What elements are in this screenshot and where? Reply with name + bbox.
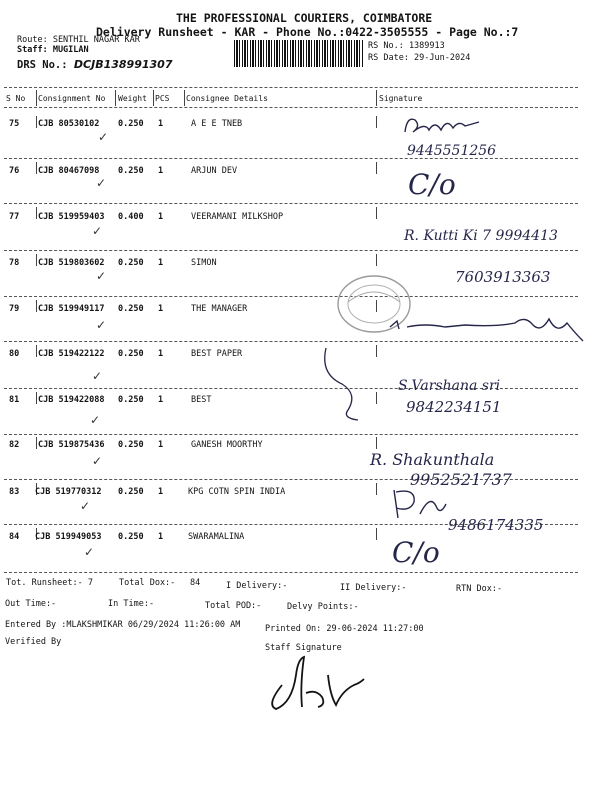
row-78-consignment: CJB 519803602 <box>38 258 105 268</box>
delvy-points: Delvy Points:- <box>287 602 359 612</box>
drs-value: DCJB138991307 <box>73 58 173 71</box>
rs-date: RS Date: 29-Jun-2024 <box>368 53 471 63</box>
row-75-consignment: CJB 80530102 <box>38 119 100 129</box>
row-83-tick: ✓ <box>80 499 91 513</box>
row-75-sno: 75 <box>9 119 20 129</box>
drs-number <box>17 58 172 71</box>
row-82-consignee: GANESH MOORTHY <box>191 440 263 450</box>
row-82-sno: 82 <box>9 440 20 450</box>
row-76-consignee: ARJUN DEV <box>191 166 238 176</box>
row-81-consignee: BEST <box>191 395 212 405</box>
row-84-weight: 0.250 <box>118 532 144 542</box>
row-77-sno: 77 <box>9 212 20 222</box>
signature-75 <box>395 110 485 142</box>
row-75-tick: ✓ <box>98 130 109 144</box>
barcode <box>234 40 364 67</box>
row-75-pcs: 1 <box>158 119 164 129</box>
row-80-pcs: 1 <box>158 349 164 359</box>
row-75-weight: 0.250 <box>118 119 144 129</box>
row-76-sno: 76 <box>9 166 20 176</box>
row-81-tick: ✓ <box>90 413 101 427</box>
row-77-weight: 0.400 <box>118 212 144 222</box>
signature-83 <box>388 484 448 524</box>
signature-84: C/o <box>392 536 440 569</box>
row-83-consignee: KPG COTN SPIN INDIA <box>188 487 286 497</box>
staff-label: Staff: MUGILAN <box>17 45 89 55</box>
row-80-tick: ✓ <box>92 369 103 383</box>
row-77-consignment: CJB 519959403 <box>38 212 105 222</box>
row-78-tick: ✓ <box>96 269 107 283</box>
row-79-pcs: 1 <box>158 304 164 314</box>
row-81-sno: 81 <box>9 395 20 405</box>
row-82-consignment: CJB 519875436 <box>38 440 105 450</box>
signature-83-number: 9486174335 <box>448 516 544 534</box>
row-79-consignment: CJB 519949117 <box>38 304 105 314</box>
col-signature: Signature <box>379 94 423 103</box>
row-81-pcs: 1 <box>158 395 164 405</box>
row-76-weight: 0.250 <box>118 166 144 176</box>
row-79-consignee: THE MANAGER <box>191 304 248 314</box>
row-82-pcs: 1 <box>158 440 164 450</box>
total-pod: Total POD:- <box>205 601 262 611</box>
entered-by: Entered By :MLAKSHMIKAR 06/29/2024 11:26:00 AM <box>5 620 241 630</box>
col-pcs: PCS <box>155 94 170 103</box>
row-79-sno: 79 <box>9 304 20 314</box>
row-76-pcs: 1 <box>158 166 164 176</box>
row-84-sno: 84 <box>9 532 20 542</box>
total-dox-value: 84 <box>190 578 201 588</box>
row-76-consignment: CJB 80467098 <box>38 166 100 176</box>
col-sno: S No <box>6 94 26 103</box>
col-details: Consignee Details <box>186 94 268 103</box>
row-80-consignment: CJB 519422122 <box>38 349 105 359</box>
row-77-pcs: 1 <box>158 212 164 222</box>
ii-delivery: II Delivery:- <box>340 583 407 593</box>
row-80-weight: 0.250 <box>118 349 144 359</box>
row-83-pcs: 1 <box>158 487 164 497</box>
total-dox-label: Total Dox:- <box>119 578 176 588</box>
verified-by: Verified By <box>5 637 62 647</box>
row-81-weight: 0.250 <box>118 395 144 405</box>
row-84-consignee: SWARAMALINA <box>188 532 245 542</box>
rs-number: RS No.: 1389913 <box>368 41 445 51</box>
signature-82-number: 9952521737 <box>410 470 512 489</box>
row-83-consignment: CJB 519770312 <box>35 487 102 497</box>
signature-75-number: 9445551256 <box>407 143 497 159</box>
row-84-pcs: 1 <box>158 532 164 542</box>
row-78-consignee: SIMON <box>191 258 217 268</box>
total-runsheet: Tot. Runsheet:- 7 <box>6 578 93 588</box>
row-79-weight: 0.250 <box>118 304 144 314</box>
signature-76: C/o <box>408 168 456 201</box>
row-84-tick: ✓ <box>84 545 95 559</box>
row-81-consignment: CJB 519422088 <box>38 395 105 405</box>
out-time: Out Time:- <box>5 599 57 609</box>
drs-label: DRS No.: <box>17 59 68 71</box>
row-82-weight: 0.250 <box>118 440 144 450</box>
row-77-consignee: VEERAMANI MILKSHOP <box>191 212 284 222</box>
col-weight: Weight <box>118 94 147 103</box>
row-83-weight: 0.250 <box>118 487 144 497</box>
staff-signature-label: Staff Signature <box>265 643 342 653</box>
runsheet-subtitle: Delivery Runsheet - KAR - Phone No.:0422-3505555 - Page No.:7 <box>96 25 519 39</box>
printed-on: Printed On: 29-06-2024 11:27:00 <box>265 624 424 634</box>
row-80-consignee: BEST PAPER <box>191 349 243 359</box>
rtn-dox: RTN Dox:- <box>456 584 503 594</box>
signature-77: R. Kutti Ki 7 9994413 <box>404 228 558 244</box>
row-78-pcs: 1 <box>158 258 164 268</box>
row-79-tick: ✓ <box>96 318 107 332</box>
col-consignment: Consignment No <box>38 94 106 103</box>
signature-78: 7603913363 <box>455 268 551 286</box>
signature-80-flourish <box>318 344 368 424</box>
row-78-weight: 0.250 <box>118 258 144 268</box>
company-title: THE PROFESSIONAL COURIERS, COIMBATORE <box>176 11 433 25</box>
row-75-consignee: A E E TNEB <box>191 119 243 129</box>
signature-82-name: R. Shakunthala <box>370 450 495 469</box>
row-83-sno: 83 <box>9 487 20 497</box>
row-82-tick: ✓ <box>92 454 103 468</box>
route-label: Route: SENTHIL NAGAR KAR <box>17 35 140 45</box>
row-80-sno: 80 <box>9 349 20 359</box>
row-84-consignment: CJB 519949053 <box>35 532 102 542</box>
row-76-tick: ✓ <box>96 176 107 190</box>
staff-signature <box>262 645 367 717</box>
signature-80-name: S.Varshana sri <box>398 378 501 394</box>
signature-79 <box>385 305 590 350</box>
in-time: In Time:- <box>108 599 155 609</box>
row-77-tick: ✓ <box>92 224 103 238</box>
row-78-sno: 78 <box>9 258 20 268</box>
signature-80-number: 9842234151 <box>406 398 502 416</box>
i-delivery: I Delivery:- <box>226 581 288 591</box>
